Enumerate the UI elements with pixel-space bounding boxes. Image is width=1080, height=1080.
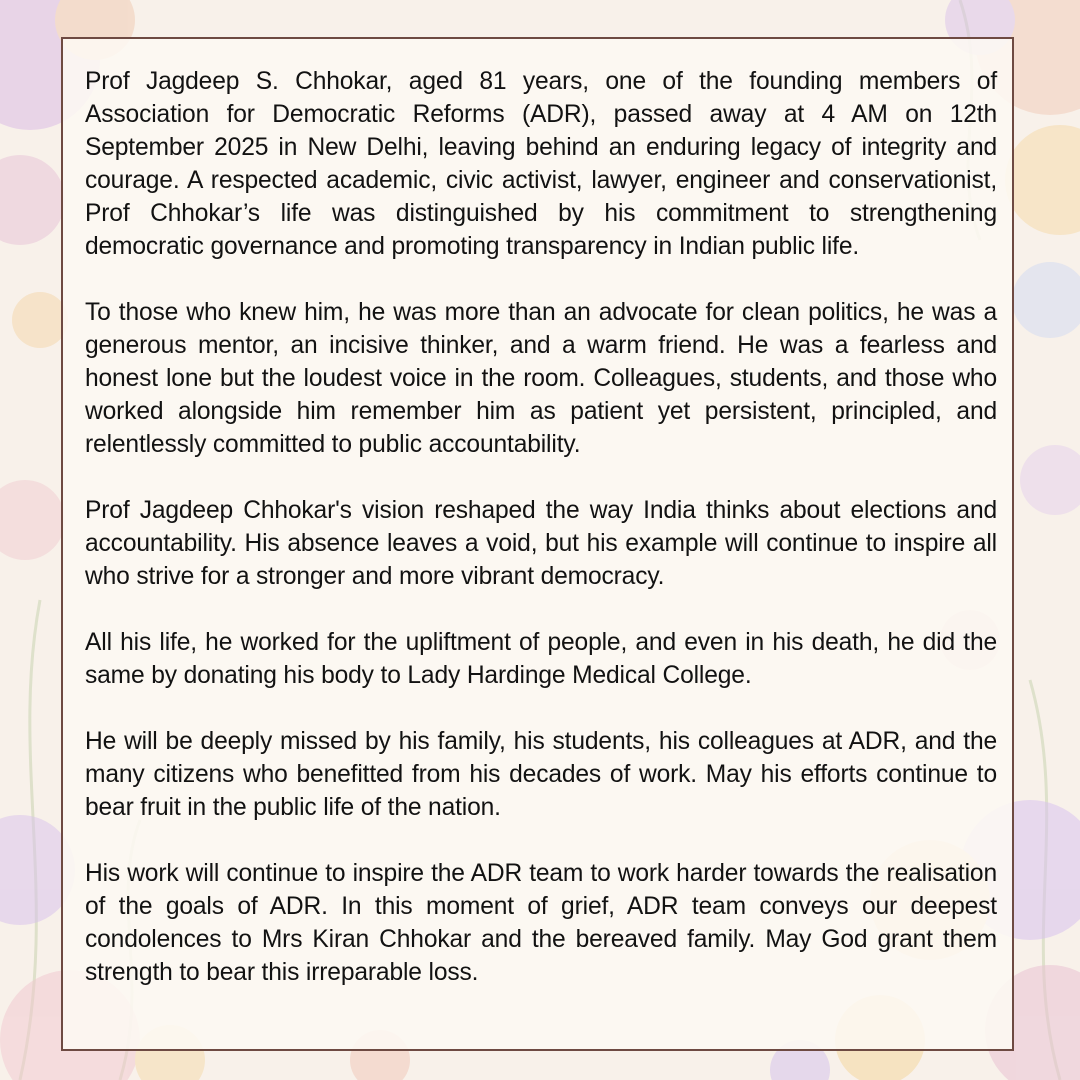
tribute-text xyxy=(85,65,997,989)
paragraph-3: Prof Jagdeep Chhokar's vision reshaped the way India thinks about elections and accountability. His absence leaves a void, but his example will continue to inspire all who strive for a stronger and more vibrant democracy. xyxy=(85,497,997,590)
paragraph-1: Prof Jagdeep S. Chhokar, aged 81 years, one of the founding members of Association for Democratic Reforms (ADR), passed away at 4 AM on 12th September 2025 in New Delhi, leaving behind an enduring legacy of integrity and courage. A respected academic, civic activist, lawyer, engineer and conservationist, Prof Chhokar’s life was distinguished by his commitment to strengthening democratic governance and promoting transparency in Indian public life. xyxy=(85,68,997,260)
paragraph-5: He will be deeply missed by his family, his students, his colleagues at ADR, and the many citizens who benefitted from his decades of work. May his efforts continue to bear fruit in the public life of the nation. xyxy=(85,728,997,821)
tribute-card xyxy=(61,37,1014,1051)
paragraph-2: To those who knew him, he was more than an advocate for clean politics, he was a generous mentor, an incisive thinker, and a warm friend. He was a fearless and honest lone but the loudest voice in the room. Colleagues, students, and those who worked alongside him remember him as patient yet persistent, principled, and relentlessly committed to public accountability. xyxy=(85,299,997,458)
paragraph-6: His work will continue to inspire the ADR team to work harder towards the realisation of the goals of ADR. In this moment of grief, ADR team conveys our deepest condolences to Mrs Kiran Chhokar and the bereaved family. May God grant them strength to bear this irreparable loss. xyxy=(85,860,997,986)
paragraph-4: All his life, he worked for the upliftment of people, and even in his death, he did the same by donating his body to Lady Hardinge Medical College. xyxy=(85,629,997,689)
